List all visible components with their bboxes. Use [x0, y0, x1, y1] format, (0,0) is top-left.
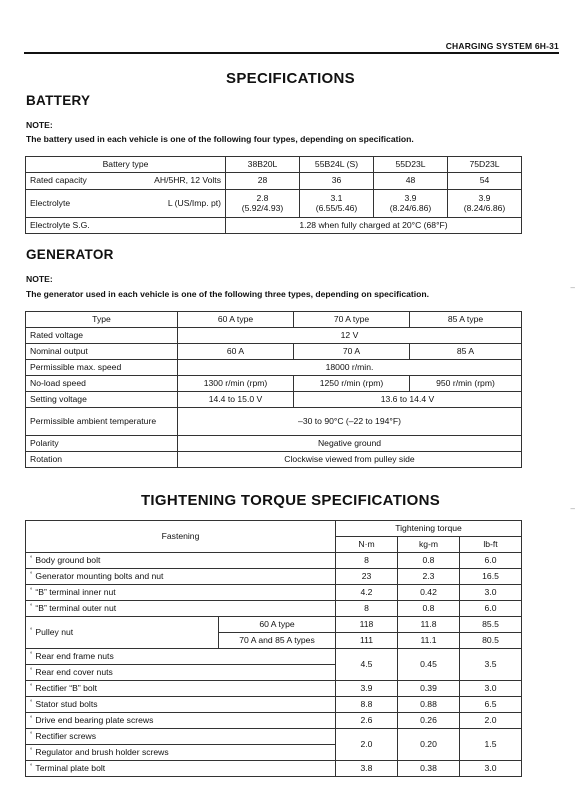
bullet-icon: °	[30, 555, 33, 562]
torque-table	[25, 520, 522, 777]
row-label: Electrolyte S.G.	[26, 218, 226, 234]
value-cell: 85 A	[410, 344, 522, 360]
row-label: Nominal output	[26, 344, 178, 360]
value-cell: Negative ground	[178, 436, 522, 452]
table-row: ° “B” terminal inner nut 4.2 0.42 3.0	[26, 585, 522, 601]
battery-type-header: Battery type	[26, 157, 226, 173]
fastener-name: Rear end frame nuts	[35, 650, 114, 661]
battery-note-label: NOTE:	[26, 120, 53, 130]
value-cell: 12 V	[178, 328, 522, 344]
generator-type-cell: 60 A type	[178, 312, 294, 328]
value-cell: 28	[226, 173, 300, 190]
bullet-icon: °	[30, 603, 33, 610]
fastener-name: Rear end cover nuts	[35, 666, 113, 677]
row-unit: L (US/Imp. pt)	[167, 197, 221, 208]
table-row: ° Body ground bolt 8 0.8 6.0	[26, 553, 522, 569]
value-cell: 3.9 (8.24/6.86)	[448, 190, 522, 218]
value-cell: 13.6 to 14.4 V	[294, 392, 522, 408]
battery-type-cell: 55D23L	[374, 157, 448, 173]
value-cell: 2.8 (5.92/4.93)	[226, 190, 300, 218]
bullet-icon: °	[30, 699, 33, 706]
row-label: Electrolyte	[30, 197, 71, 208]
fastener-name: Terminal plate bolt	[35, 762, 106, 773]
bullet-icon: °	[30, 587, 33, 594]
row-label: Setting voltage	[26, 392, 178, 408]
generator-type-cell: 70 A type	[294, 312, 410, 328]
bullet-icon: °	[30, 651, 33, 658]
electrolyte-row	[26, 190, 522, 218]
row-label: Permissible ambient temperature	[26, 408, 178, 436]
value-cell: 14.4 to 15.0 V	[178, 392, 294, 408]
table-row: ° Generator mounting bolts and nut 23 2.3 16.5	[26, 569, 522, 585]
value-cell: 48	[374, 173, 448, 190]
unit-header: N·m	[336, 537, 398, 553]
bullet-icon: °	[30, 747, 33, 754]
fastener-name: Body ground bolt	[35, 554, 101, 565]
page-header: CHARGING SYSTEM 6H-31	[445, 41, 559, 51]
battery-type-cell: 75D23L	[448, 157, 522, 173]
bullet-icon: °	[30, 667, 33, 674]
value-cell: 1300 r/min (rpm)	[178, 376, 294, 392]
table-row: ° Rectifier “B” bolt 3.9 0.39 3.0	[26, 681, 522, 697]
row-label: No-load speed	[26, 376, 178, 392]
table-row: ° Pulley nut 60 A type 118 11.8 85.5	[26, 617, 522, 633]
value-cell: 3.9 (8.24/6.86)	[374, 190, 448, 218]
battery-heading: BATTERY	[26, 93, 91, 108]
generator-note-text: The generator used in each vehicle is one of the following three types, depending on specification.	[26, 289, 430, 299]
unit-header: kg-m	[398, 537, 460, 553]
generator-note-label: NOTE:	[26, 274, 53, 284]
value-cell: 54	[448, 173, 522, 190]
value-cell: –30 to 90°C (–22 to 194°F)	[178, 408, 522, 436]
value-cell: 1250 r/min (rpm)	[294, 376, 410, 392]
electrolyte-sg-row	[26, 218, 522, 234]
bullet-icon: °	[30, 731, 33, 738]
torque-header: Tightening torque	[336, 521, 522, 537]
fastener-name: “B” terminal inner nut	[35, 586, 116, 597]
fastener-name: Rectifier “B” bolt	[35, 682, 98, 693]
fastener-name: Regulator and brush holder screws	[35, 746, 169, 757]
sub-type-label: 60 A type	[219, 617, 336, 633]
generator-table	[25, 311, 522, 468]
specifications-title: SPECIFICATIONS	[226, 70, 355, 87]
table-row: ° “B” terminal outer nut 8 0.8 6.0	[26, 601, 522, 617]
value-cell: 60 A	[178, 344, 294, 360]
battery-note-text: The battery used in each vehicle is one of the following four types, depending on specification.	[26, 134, 414, 144]
fastening-header: Fastening	[26, 521, 336, 553]
fastener-name: Rectifier screws	[35, 730, 97, 741]
row-label: Rotation	[26, 452, 178, 468]
scan-mark: –	[570, 283, 575, 292]
row-label: Rated capacity	[30, 175, 87, 186]
scan-mark: –	[570, 504, 575, 513]
fastener-name: Stator stud bolts	[35, 698, 98, 709]
fastener-name: Pulley nut	[35, 626, 74, 637]
value-cell: 3.1 (6.55/5.46)	[300, 190, 374, 218]
value-cell: 950 r/min (rpm)	[410, 376, 522, 392]
battery-header-row	[26, 157, 522, 173]
value-cell: 18000 r/min.	[178, 360, 522, 376]
battery-type-cell: 38B20L	[226, 157, 300, 173]
bullet-icon: °	[30, 715, 33, 722]
table-row: ° Drive end bearing plate screws 2.6 0.26 2.0	[26, 713, 522, 729]
unit-header: lb-ft	[460, 537, 522, 553]
table-row: 70 A and 85 A types 111 11.1 80.5	[26, 633, 522, 649]
bullet-icon: °	[30, 571, 33, 578]
bullet-icon: °	[30, 683, 33, 690]
value-cell: 70 A	[294, 344, 410, 360]
row-label: Polarity	[26, 436, 178, 452]
fastener-name: “B” terminal outer nut	[35, 602, 117, 613]
generator-type-cell: 85 A type	[410, 312, 522, 328]
header-rule	[24, 52, 559, 54]
fastener-name: Generator mounting bolts and nut	[35, 570, 164, 581]
row-unit: AH/5HR, 12 Volts	[154, 175, 221, 186]
table-row: ° Terminal plate bolt 3.8 0.38 3.0	[26, 761, 522, 777]
row-label: Permissible max. speed	[26, 360, 178, 376]
battery-type-cell: 55B24L (S)	[300, 157, 374, 173]
row-label: Rated voltage	[26, 328, 178, 344]
bullet-icon: °	[30, 763, 33, 770]
table-row: ° Stator stud bolts 8.8 0.88 6.5	[26, 697, 522, 713]
bullet-icon: °	[30, 627, 33, 634]
generator-type-header: Type	[26, 312, 178, 328]
table-row: ° Rectifier screws 2.0 0.20 1.5	[26, 729, 522, 745]
value-cell: 1.28 when fully charged at 20°C (68°F)	[226, 218, 522, 234]
torque-title: TIGHTENING TORQUE SPECIFICATIONS	[140, 492, 441, 509]
sub-type-label: 70 A and 85 A types	[219, 633, 336, 649]
rated-capacity-row	[26, 173, 522, 190]
value-cell: Clockwise viewed from pulley side	[178, 452, 522, 468]
generator-heading: GENERATOR	[26, 247, 114, 262]
value-cell: 36	[300, 173, 374, 190]
table-row: ° Rear end frame nuts 4.5 0.45 3.5	[26, 649, 522, 665]
battery-table	[25, 156, 522, 234]
fastener-name: Drive end bearing plate screws	[35, 714, 154, 725]
